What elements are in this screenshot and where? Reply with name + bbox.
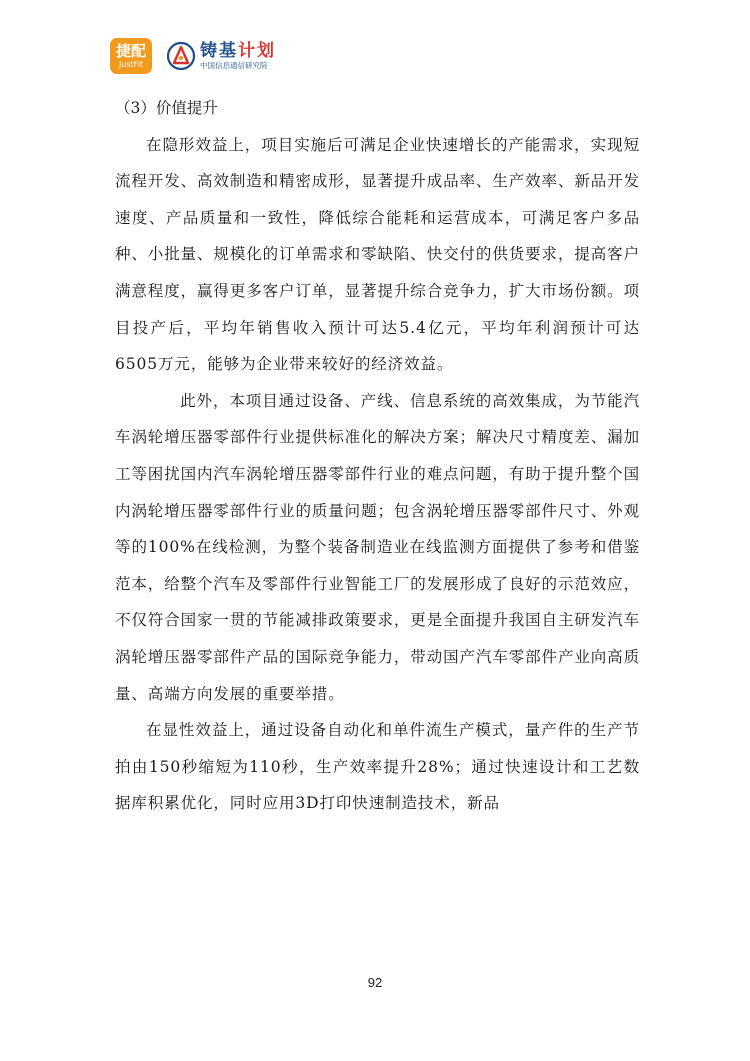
- paragraph-hidden-benefits: 在隐形效益上，项目实施后可满足企业快速增长的产能需求，实现短流程开发、高效制造和精密成形，显著提升成品率、生产效率、新品开发速度、产品质量和一致性，降低综合能耗和运营成本，可满足客户多品种、小批量、规模化的订单需求和零缺陷、快交付的供货要求，提高客户满意程度，赢得更多客户订单，显著提升综合竞争力，扩大市场份额。项目投产后，平均年销售收入预计可达5.4亿元，平均年利润预计可达6505万元，能够为企业带来较好的经济效益。: [115, 135, 640, 374]
- zhuji-subtitle: 中国信息通信研究院: [200, 61, 268, 70]
- zhuji-emblem-icon: [166, 41, 196, 71]
- justfit-logo-cn: 捷配: [115, 41, 146, 60]
- zhuji-title-red: 计划: [238, 41, 276, 61]
- section-title: （3）价值提升: [115, 99, 218, 117]
- zhuji-title: [200, 41, 276, 61]
- page-number: 92: [367, 975, 383, 990]
- justfit-logo: [110, 38, 152, 74]
- justfit-logo-en: JustFit: [118, 59, 144, 69]
- paragraph-integration: 此外，本项目通过设备、产线、信息系统的高效集成，为节能汽车涡轮增压器零部件行业提供标准化的解决方案；解决尺寸精度差、漏加工等困扰国内汽车涡轮增压器零部件行业的难点问题，有助于提升整个国内涡轮增压器零部件行业的质量问题；包含涡轮增压器零部件尺寸、外观等的100%在线检测，为整个装备制造业在线监测方面提供了参考和借鉴范本，给整个汽车及零部件行业智能工厂的发展形成了良好的示范效应，不仅符合国家一贯的节能减排政策要求，更是全面提升我国自主研发汽车涡轮增压器零部件产品的国际竞争能力，带动国产汽车零部件产业向高质量、高端方向发展的重要举措。: [115, 391, 640, 703]
- zhuji-logo: [166, 41, 276, 71]
- document-body: [115, 90, 640, 822]
- page-header: [110, 38, 276, 74]
- paragraph-visible-benefits: 在显性效益上，通过设备自动化和单件流生产模式，量产件的生产节拍由150秒缩短为110秒，生产效率提升28%；通过快速设计和工艺数据库积累优化，同时应用3D打印快速制造技术，新品: [115, 721, 640, 813]
- zhuji-title-blue: 铸基: [200, 41, 238, 61]
